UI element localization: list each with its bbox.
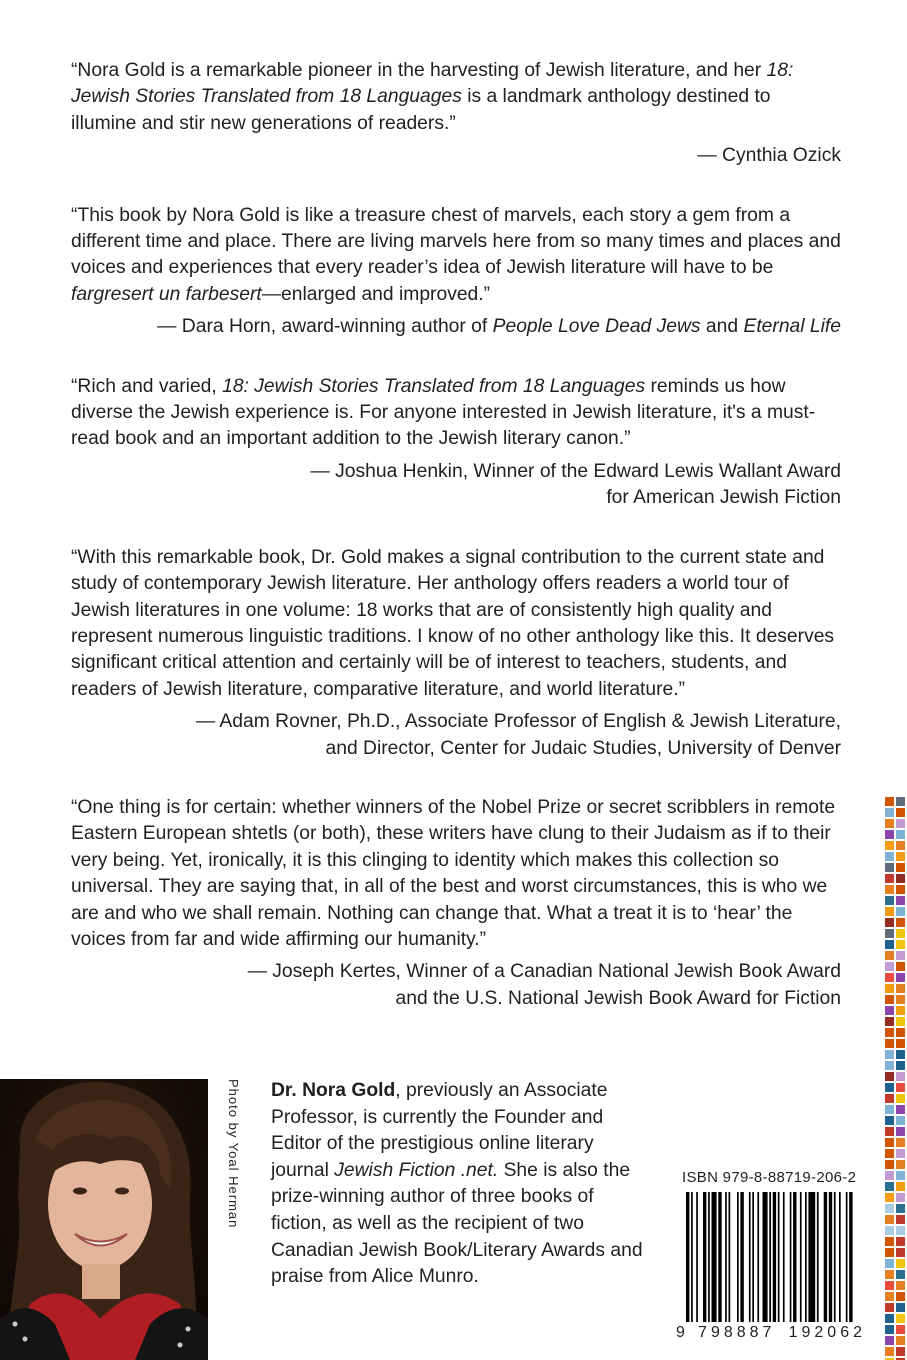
barcode-bar — [729, 1192, 731, 1322]
mosaic-tile — [896, 1149, 905, 1158]
mosaic-tile — [885, 1017, 894, 1026]
quote-attribution: — Adam Rovner, Ph.D., Associate Professor of English & Jewish Literature, and Director, Center for Judaic Studies, University of Denver — [195, 711, 841, 759]
mosaic-tile — [885, 1138, 894, 1147]
barcode-bar — [752, 1192, 754, 1322]
mosaic-tile — [885, 1116, 894, 1125]
mosaic-tile — [896, 874, 905, 883]
mosaic-tile — [896, 940, 905, 949]
quote-attribution: — Joseph Kertes, Winner of a Canadian National Jewish Book Award and the U.S. National Jewish Book Award for Fiction — [247, 961, 841, 1009]
mosaic-tile — [896, 1270, 905, 1279]
mosaic-tile — [885, 797, 894, 806]
mosaic-tile — [885, 841, 894, 850]
barcode-bar — [740, 1192, 743, 1322]
barcode-bar — [769, 1192, 771, 1322]
mosaic-tile — [896, 1336, 905, 1345]
quote-attribution: — Joshua Henkin, Winner of the Edward Lewis Wallant Award for American Jewish Fiction — [310, 460, 841, 509]
mosaic-tile — [885, 1314, 894, 1323]
mosaic-tile — [885, 1006, 894, 1015]
barcode-bar — [800, 1192, 802, 1322]
mosaic-tile — [885, 1160, 894, 1169]
mosaic-tile — [896, 984, 905, 993]
mosaic-tile — [896, 852, 905, 861]
mosaic-tile — [885, 907, 894, 916]
mosaic-tile — [896, 1259, 905, 1268]
mosaic-tile — [896, 973, 905, 982]
mosaic-tile — [885, 874, 894, 883]
mosaic-tile — [896, 1116, 905, 1125]
mosaic-tile — [896, 1281, 905, 1290]
mosaic-tile — [885, 885, 894, 894]
mosaic-tile — [896, 808, 905, 817]
author-portrait-illustration — [0, 1079, 208, 1360]
barcode-bar — [805, 1192, 807, 1322]
mosaic-tile — [885, 1094, 894, 1103]
barcode-bar — [696, 1192, 698, 1322]
mosaic-tile — [885, 863, 894, 872]
mosaic-tile — [885, 1083, 894, 1092]
mosaic-tile — [896, 1182, 905, 1191]
quote-attribution: — Cynthia Ozick — [697, 145, 841, 167]
mosaic-tile — [896, 1303, 905, 1312]
mosaic-tile — [885, 995, 894, 1004]
mosaic-tile — [896, 1061, 905, 1070]
mosaic-tile — [896, 841, 905, 850]
mosaic-tile — [896, 1127, 905, 1136]
barcode-bar — [790, 1192, 792, 1322]
mosaic-tile — [885, 808, 894, 817]
quote-text: “Rich and varied, 18: Jewish Stories Translated from 18 Languages reminds us how diverse the Jewish experience is. For anyone interested in Jewish literature, it's a must-read book and an important addition to the Jewish literary canon.” — [71, 375, 816, 450]
author-photo — [0, 1079, 208, 1360]
barcode-bar — [849, 1192, 852, 1322]
author-name: Dr. Nora Gold — [271, 1080, 396, 1101]
mosaic-tile — [896, 819, 905, 828]
barcode-bar — [737, 1192, 739, 1322]
isbn-digits — [676, 1324, 866, 1342]
barcode-bar — [834, 1192, 836, 1322]
mosaic-tile — [896, 1138, 905, 1147]
journal-name: Jewish Fiction .net. — [334, 1159, 499, 1181]
mosaic-tile — [896, 1314, 905, 1323]
mosaic-border-decoration — [884, 796, 907, 1360]
author-bio: Dr. Nora Gold, previously an Associate Professor, is currently the Founder and Editor of the prestigious online literary journal Jewish Fiction .net. She is also the prize-winning author of three books of fiction, as well as the recipient of two Canadian Jewish Book/Literary Awards and praise from Alice Munro. — [271, 1080, 643, 1288]
mosaic-tile — [885, 1259, 894, 1268]
barcode-bar — [718, 1192, 721, 1322]
mosaic-tile — [885, 1325, 894, 1334]
quote-text: “This book by Nora Gold is like a treasure chest of marvels, each story a gem from a different time and place. There are living marvels here from so many times and places and voices and experiences that every reader’s idea of Jewish literature will have to be fargresert un farbesert—enlarged and improved.” — [71, 204, 841, 305]
quote-text: “Nora Gold is a remarkable pioneer in the harvesting of Jewish literature, and her 18: Jewish Stories Translated from 18 Languages is a landmark anthology destined to illumine and stir new generations of readers.” — [71, 60, 794, 134]
yiddish-phrase: fargresert un farbesert — [71, 283, 262, 305]
mosaic-tile — [885, 1193, 894, 1202]
barcode-bar — [793, 1192, 796, 1322]
mosaic-tile — [885, 1039, 894, 1048]
mosaic-tile — [885, 1204, 894, 1213]
mosaic-tile — [896, 1006, 905, 1015]
quote-text: “With this remarkable book, Dr. Gold makes a signal contribution to the current state and study of contemporary Jewish literature. Her anthology offers readers a world tour of Jewish literatures in one volume: 18 works that are of consistently high quality and represent numerous linguistic traditions. I know of no other anthology like this. It deserves significant critical attention and certainly will be of interest to teachers, students, and readers of Jewish literature, comparative literature, and world literature.” — [71, 546, 835, 700]
mosaic-tile — [896, 1171, 905, 1180]
mosaic-tile — [885, 1072, 894, 1081]
isbn-label: ISBN 979-8-88719-206-2 — [682, 1169, 857, 1186]
isbn-digit-lead: 9 — [676, 1324, 685, 1341]
mosaic-tile — [885, 1127, 894, 1136]
isbn-digits-left: 798887 — [698, 1324, 776, 1341]
barcode-bar — [808, 1192, 815, 1322]
mosaic-tile — [896, 929, 905, 938]
mosaic-tile — [896, 951, 905, 960]
mosaic-tile — [885, 1149, 894, 1158]
mosaic-tile — [885, 973, 894, 982]
mosaic-tile — [896, 797, 905, 806]
mosaic-tile — [885, 1303, 894, 1312]
isbn-barcode — [676, 1192, 866, 1327]
mosaic-tile — [896, 1083, 905, 1092]
mosaic-tile — [896, 863, 905, 872]
mosaic-tile — [896, 1094, 905, 1103]
barcode-bar — [757, 1192, 759, 1322]
barcode-bar — [686, 1192, 689, 1322]
barcode-bar — [691, 1192, 693, 1322]
mosaic-tile — [885, 1292, 894, 1301]
mosaic-tile — [885, 951, 894, 960]
book-title: 18: Jewish Stories Translated from 18 Languages — [222, 375, 646, 397]
mosaic-tile — [896, 1237, 905, 1246]
mosaic-tile — [896, 1039, 905, 1048]
mosaic-tile — [896, 1028, 905, 1037]
mosaic-tile — [885, 819, 894, 828]
mosaic-tile — [885, 1061, 894, 1070]
mosaic-tile — [896, 1193, 905, 1202]
barcode-bar — [763, 1192, 768, 1322]
mosaic-tile — [885, 1105, 894, 1114]
barcode-bar — [708, 1192, 710, 1322]
mosaic-tile — [896, 1105, 905, 1114]
mosaic-tile — [885, 929, 894, 938]
book-title: 18: Jewish Stories Translated from 18 Languages — [71, 60, 794, 108]
barcode-bar — [749, 1192, 751, 1322]
mosaic-tile — [885, 918, 894, 927]
barcode-bar — [839, 1192, 841, 1322]
mosaic-tile — [885, 1336, 894, 1345]
barcode-bar — [824, 1192, 827, 1322]
mosaic-tile — [896, 995, 905, 1004]
barcode-bar — [817, 1192, 819, 1322]
mosaic-tile — [885, 1270, 894, 1279]
mosaic-tile — [896, 1050, 905, 1059]
mosaic-tile — [885, 830, 894, 839]
mosaic-tile — [885, 1248, 894, 1257]
mosaic-tile — [885, 940, 894, 949]
mosaic-tile — [896, 1347, 905, 1356]
mosaic-tile — [885, 984, 894, 993]
mosaic-tile — [896, 907, 905, 916]
mosaic-tile — [885, 1182, 894, 1191]
isbn-digits-right: 192062 — [788, 1324, 866, 1341]
mosaic-tile — [896, 1248, 905, 1257]
mosaic-tile — [896, 830, 905, 839]
mosaic-tile — [896, 1226, 905, 1235]
photo-credit: Photo by Yoal Herman — [226, 1079, 241, 1229]
mosaic-tile — [885, 1171, 894, 1180]
mosaic-tile — [896, 896, 905, 905]
mosaic-tile — [885, 1050, 894, 1059]
quote-attribution: — Dara Horn, award-winning author of People Love Dead Jews and Eternal Life — [157, 316, 841, 338]
barcode-bar — [773, 1192, 776, 1322]
mosaic-tile — [885, 962, 894, 971]
mosaic-tile — [885, 1347, 894, 1356]
mosaic-tile — [896, 885, 905, 894]
mosaic-tile — [896, 1017, 905, 1026]
barcode-bar — [846, 1192, 848, 1322]
barcode-bar — [778, 1192, 780, 1322]
barcode-bar — [783, 1192, 785, 1322]
mosaic-tile — [885, 896, 894, 905]
barcode-bar — [703, 1192, 706, 1322]
mosaic-tile — [896, 1292, 905, 1301]
mosaic-tile — [896, 1160, 905, 1169]
barcode-bar — [725, 1192, 727, 1322]
mosaic-tile — [885, 852, 894, 861]
mosaic-tile — [896, 1325, 905, 1334]
endorsement-henkin — [71, 374, 841, 512]
mosaic-tile — [885, 1237, 894, 1246]
mosaic-tile — [885, 1028, 894, 1037]
endorsement-ozick — [71, 58, 841, 170]
endorsement-horn — [71, 203, 841, 341]
barcode-bar — [712, 1192, 717, 1322]
quote-text: “One thing is for certain: whether winners of the Nobel Prize or secret scribblers in remote Eastern European shtetls (or both), these writers have clung to their Judaism as if to their very being. Yet, ironically, it is this clinging to identity which makes this collection so universal. They are saying that, in all of the best and worst circumstances, this is who we are and who we shall remain. Nothing can change that. What a treat it is to ‘hear’ the voices from far and wide affirming our humanity.” — [71, 796, 836, 950]
mosaic-tile — [885, 1226, 894, 1235]
endorsements — [71, 58, 841, 1045]
mosaic-tile — [896, 962, 905, 971]
barcode-bar — [829, 1192, 832, 1322]
mosaic-tile — [885, 1281, 894, 1290]
mosaic-tile — [885, 1215, 894, 1224]
mosaic-tile — [896, 918, 905, 927]
mosaic-tile — [896, 1072, 905, 1081]
mosaic-tile — [896, 1215, 905, 1224]
mosaic-tile — [896, 1204, 905, 1213]
endorsement-kertes — [71, 795, 841, 1012]
endorsement-rovner — [71, 545, 841, 762]
